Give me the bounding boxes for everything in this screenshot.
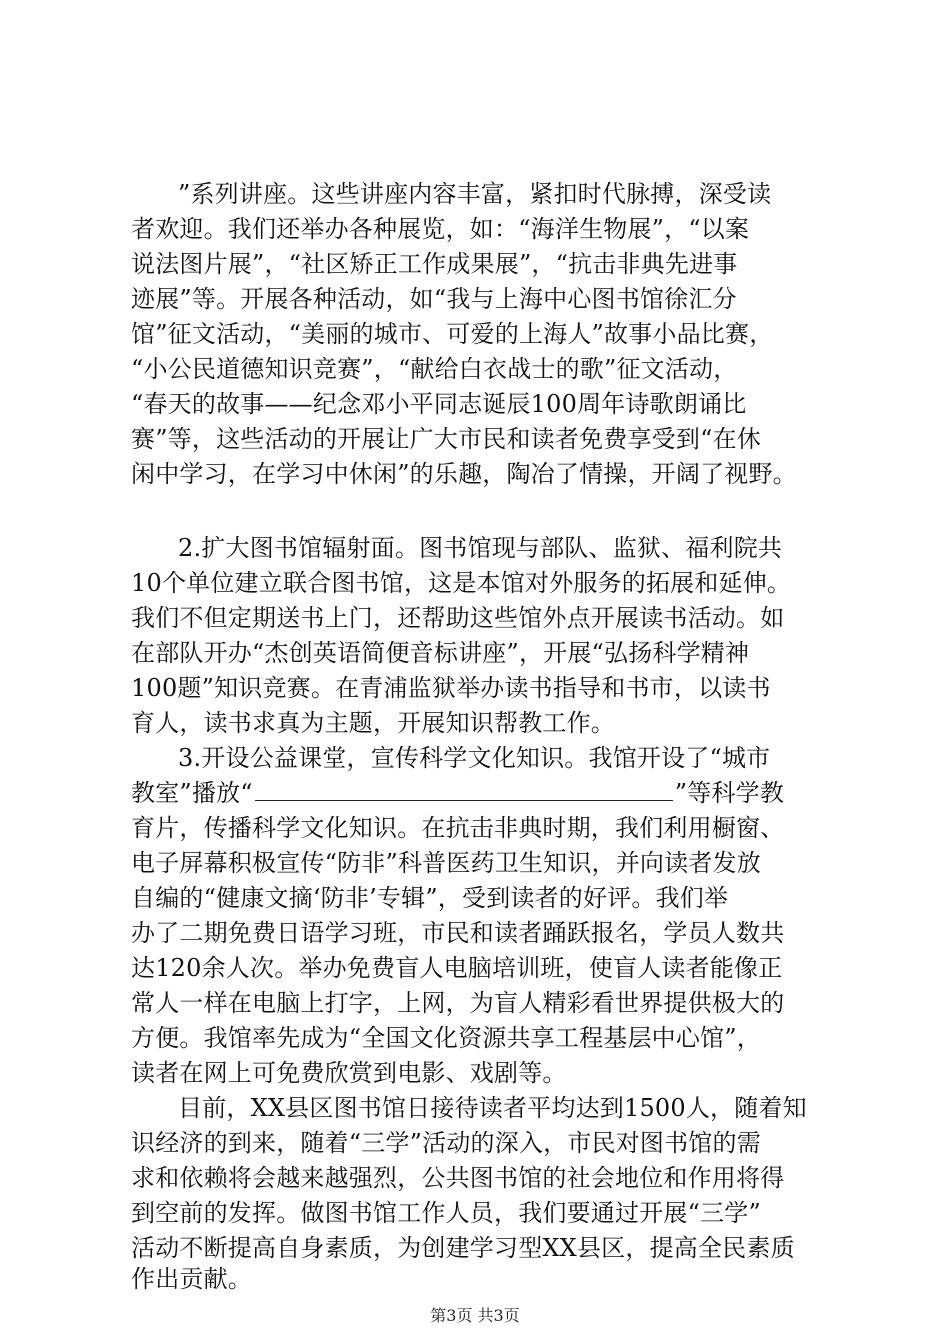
- fill-in-blank: [255, 778, 673, 801]
- paragraph-1-line-6: “小公民道德知识竞赛”，“献给白衣战士的歌”征文活动，: [131, 355, 738, 383]
- paragraph-2-line-3: 我们不但定期送书上门，还帮助这些馆外点开展读书活动。如: [131, 604, 785, 632]
- paragraph-1-line-9: 闲中学习，在学习中休闲”的乐趣，陶冶了情操，开阔了视野。: [131, 460, 797, 488]
- paragraph-3-line-1: 3.开设公益课堂，宣传科学文化知识。我馆开设了“城市: [178, 744, 771, 772]
- paragraph-2-line-2: 10个单位建立联合图书馆，这是本馆对外服务的拓展和延伸。: [131, 569, 792, 597]
- paragraph-3-line-10: 读者在网上可免费欣赏到电影、戏剧等。: [131, 1059, 567, 1087]
- paragraph-3-line-2: [131, 776, 784, 810]
- paragraph-3-line-4: 电子屏幕积极宣传“防非”科普医药卫生知识，并向读者发放: [131, 849, 761, 877]
- paragraph-4-line-5: 活动不断提高自身素质，为创建学习型XX县区，提高全民素质: [131, 1234, 795, 1262]
- paragraph-2-line-5: 100题”知识竞赛。在青浦监狱举办读书指导和书市，以读书: [131, 674, 771, 702]
- paragraph-4-line-2: 识经济的到来，随着“三学”活动的深入，市民对图书馆的需: [131, 1129, 761, 1157]
- paragraph-1-line-3: 说法图片展”，“社区矫正工作成果展”，“抗击非典先进事: [131, 250, 738, 278]
- paragraph-3-line-8: 常人一样在电脑上打字，上网，为盲人精彩看世界提供极大的: [131, 989, 785, 1017]
- page-footer: 第3页 共3页: [430, 1306, 520, 1325]
- paragraph-1-line-1: ”系列讲座。这些讲座内容丰富，紧扣时代脉搏，深受读: [178, 180, 772, 208]
- paragraph-3-line-5: 自编的“健康文摘‘防非’专辑”，受到读者的好评。我们举: [131, 884, 729, 912]
- paragraph-1-line-5: 馆”征文活动，“美丽的城市、可爱的上海人”故事小品比赛，: [131, 320, 774, 348]
- paragraph-3-line-2-end: ”等科学教: [674, 779, 785, 807]
- paragraph-2-line-4: 在部队开办“杰创英语简便音标讲座”，开展“弘扬科学精神: [131, 639, 750, 667]
- paragraph-1-line-7: “春天的故事——纪念邓小平同志诞辰100周年诗歌朗诵比: [131, 390, 747, 418]
- paragraph-3-line-7: 达120余人次。举办免费盲人电脑培训班，使盲人读者能像正: [131, 954, 783, 982]
- paragraph-1-line-2: 者欢迎。我们还举办各种展览，如：“海洋生物展”，“以案: [131, 215, 750, 243]
- paragraph-3-line-9: 方便。我馆率先成为“全国文化资源共享工程基层中心馆”，: [131, 1024, 761, 1052]
- paragraph-1-line-8: 赛”等，这些活动的开展让广大市民和读者免费享受到“在休: [131, 425, 761, 453]
- paragraph-3-line-3: 育片，传播科学文化知识。在抗击非典时期，我们利用橱窗、: [131, 814, 785, 842]
- paragraph-4-line-1: 目前，XX县区图书馆日接待读者平均达到1500人，随着知: [178, 1094, 807, 1122]
- paragraph-1-line-4: 迹展”等。开展各种活动，如“我与上海中心图书馆徐汇分: [131, 285, 737, 313]
- paragraph-2-line-6: 育人，读书求真为主题，开展知识帮教工作。: [131, 709, 615, 737]
- paragraph-3-line-6: 办了二期免费日语学习班，市民和读者踊跃报名，学员人数共: [131, 919, 785, 947]
- paragraph-2-line-1: 2.扩大图书馆辐射面。图书馆现与部队、监狱、福利院共: [178, 534, 783, 562]
- paragraph-3-line-2-start: 教室”播放“: [131, 779, 253, 807]
- paragraph-4-line-3: 求和依赖将会越来越强烈，公共图书馆的社会地位和作用将得: [131, 1164, 785, 1192]
- paragraph-4-line-6: 作出贡献。: [131, 1265, 252, 1293]
- paragraph-4-line-4: 到空前的发挥。做图书馆工作人员，我们要通过开展“三学”: [131, 1199, 761, 1227]
